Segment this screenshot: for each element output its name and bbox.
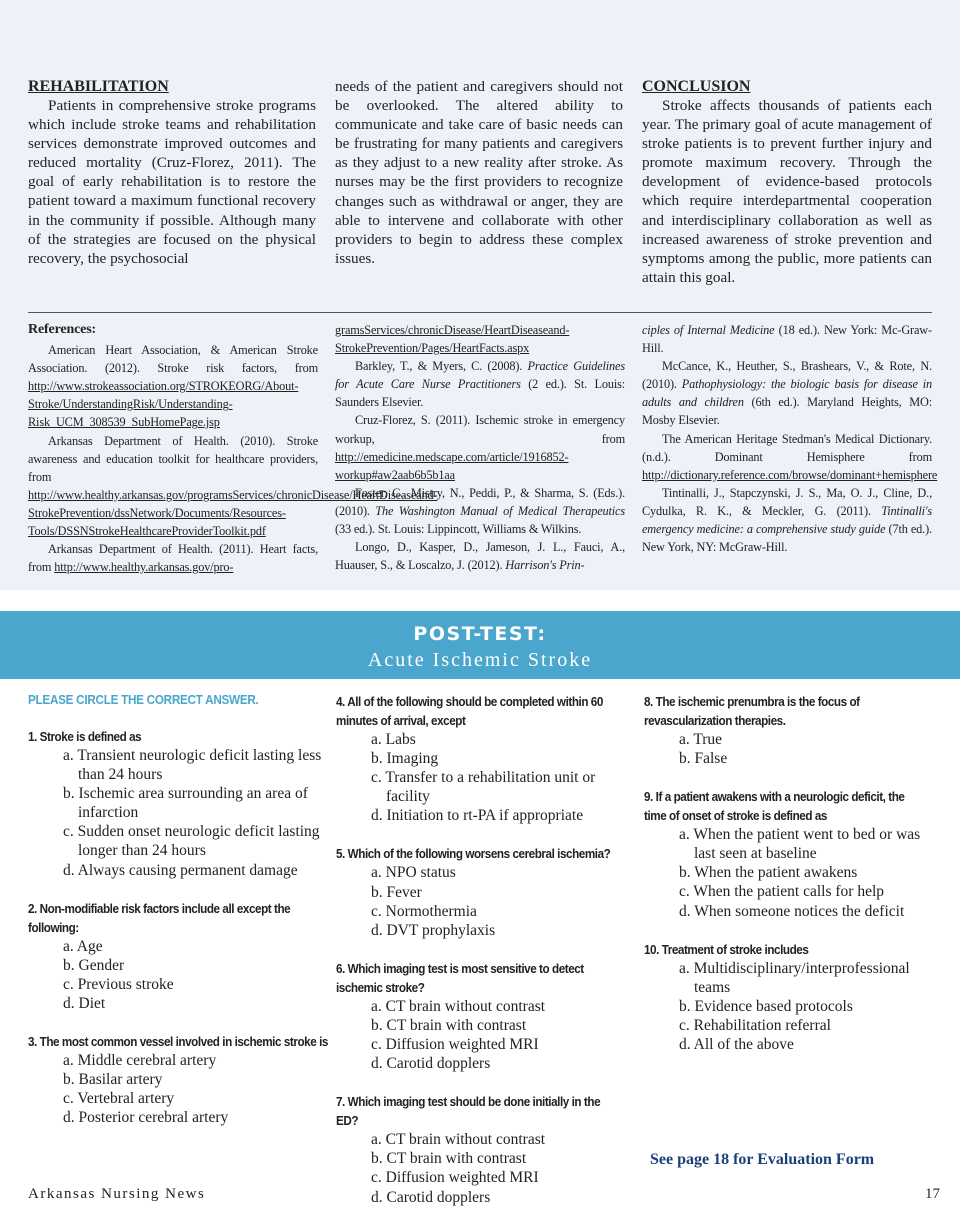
answer-option[interactable]: a. Middle cerebral artery xyxy=(63,1052,217,1070)
answer-option[interactable]: d. All of the above xyxy=(679,1036,794,1054)
answer-option[interactable]: c. Sudden onset neurologic deficit lasting longer than 24 hours xyxy=(63,823,320,860)
references-heading: References: xyxy=(28,322,97,337)
question-text: 8. The ischemic prenumbra is the focus of revascularization therapies. xyxy=(644,694,860,728)
answer-option[interactable]: b. Imaging xyxy=(371,750,439,768)
question-9 xyxy=(644,787,934,920)
answer-option[interactable]: b. Evidence based protocols xyxy=(679,997,853,1015)
answer-option[interactable]: a. Transient neurologic deficit lasting less than 24 hours xyxy=(63,747,322,784)
conclusion-heading: CONCLUSION xyxy=(642,78,751,95)
instruction: PLEASE CIRCLE THE CORRECT ANSWER. xyxy=(28,692,259,707)
question-text: 2. Non-modifiable risk factors include all except the following: xyxy=(28,900,291,935)
answer-option[interactable]: b. Basilar artery xyxy=(63,1071,163,1089)
reference-item xyxy=(335,321,625,357)
answer-option[interactable]: b. CT brain with contrast xyxy=(371,1016,527,1034)
page-number: 17 xyxy=(925,1186,940,1202)
reference-item: Arkansas Department of Health. (2011). Heart facts, from http://www.healthy.arkansas.gov/pro- xyxy=(28,542,318,575)
answer-option[interactable]: b. When the patient awakens xyxy=(679,864,858,882)
question-10 xyxy=(644,940,934,1054)
answer-option[interactable]: c. Transfer to a rehabilitation unit or facility xyxy=(371,769,596,806)
question-text: 1. Stroke is defined as xyxy=(28,729,142,744)
rehab-paragraph: Patients in comprehensive stroke programs which include stroke teams and rehabilitation services demonstrate improved outcomes and reduced mortality (Cruz-Florez, 2011). The goal of early rehabilitation is to restore the patient toward a maximum functional recovery in the community if possible. Although many of the strategies are focused on the physical recovery, the psychosocial xyxy=(28,97,316,267)
evaluation-form-note: See page 18 for Evaluation Form xyxy=(650,1151,875,1168)
answer-option[interactable]: c. Diffusion weighted MRI xyxy=(371,1036,539,1054)
answer-option[interactable]: a. CT brain without contrast xyxy=(371,1131,546,1149)
references-column-3 xyxy=(642,321,938,556)
reference-item: Longo, D., Kasper, D., Jameson, J. L., Fauci, A., Huauser, S., & Loscalzo, J. (2012). Harrison's Prin- xyxy=(335,540,625,573)
answer-option[interactable]: c. Vertebral artery xyxy=(63,1090,175,1108)
answer-option[interactable]: a. Labs xyxy=(371,731,416,748)
question-8 xyxy=(644,692,934,768)
answer-option[interactable]: a. CT brain without contrast xyxy=(371,997,546,1015)
question-3 xyxy=(28,1032,328,1127)
answer-option[interactable]: a. Age xyxy=(63,937,103,955)
reference-item: Foster, C., Mistry, N., Peddi, P., & Sharma, S. (Eds.). (2010). The Washington Manual of Medical Therapeutics (33 ed.). St. Louis: Lippincott, Williams & Wilkins. xyxy=(335,485,625,537)
answer-option[interactable]: d. Posterior cerebral artery xyxy=(63,1109,229,1127)
answer-option[interactable]: d. Carotid dopplers xyxy=(371,1188,491,1206)
question-text: 7. Which imaging test should be done initially in the ED? xyxy=(336,1094,601,1129)
reference-link[interactable]: http://www.healthy.arkansas.gov/programsServices/chronicDisease/HeartDiseaseand-StrokePrevention/dssNetwork/Documents/Resources-Tools/DSSNStrokeHealthcareProviderToolkit.pdf xyxy=(28,487,438,539)
posttest-banner xyxy=(0,611,960,679)
reference-item: Tintinalli, J., Stapczynski, J. S., Ma, O. J., Cline, D., Cydulka, R. K., & Meckler, G. (2011). Tintinalli's emergency medicine: a comprehensive study guide (7th ed.). New York, NY: McGraw-Hill. xyxy=(642,485,932,555)
answer-option[interactable]: c. Rehabilitation referral xyxy=(679,1016,831,1034)
question-1 xyxy=(28,727,328,880)
references-column-2 xyxy=(335,321,625,574)
answer-option[interactable]: a. Multidisciplinary/interprofessional teams xyxy=(679,959,910,996)
question-7 xyxy=(336,1092,626,1206)
answer-option[interactable]: d. When someone notices the deficit xyxy=(679,902,905,920)
reference-item: The American Heritage Stedman's Medical Dictionary. (n.d.). Dominant Hemisphere from http://dictionary.reference.com/browse/dominant+hemisphere xyxy=(642,431,938,482)
reference-link[interactable]: http://emedicine.medscape.com/article/1916852-workup#aw2aab6b5b1aa xyxy=(335,449,569,482)
answer-option[interactable]: b. Fever xyxy=(371,883,422,901)
question-text: 10. Treatment of stroke includes xyxy=(644,941,809,957)
question-text: 9. If a patient awakens with a neurologic deficit, the time of onset of stroke is defined as xyxy=(644,789,905,824)
conclusion-paragraph: Stroke affects thousands of patients each year. The primary goal of acute management of stroke patients is to prevent further injury and promote maximum recovery. Through the development of evidence-based protocols which require interdepartmental cooperation and interdisciplinary collaboration as well as increased awareness of stroke prevention and symptoms among the public, more patients can attain this goal. xyxy=(642,97,932,286)
answer-option[interactable]: d. Always causing permanent damage xyxy=(63,861,298,879)
reference-link[interactable]: http://www.healthy.arkansas.gov/pro- xyxy=(54,560,234,575)
answer-option[interactable]: b. CT brain with contrast xyxy=(371,1150,527,1168)
answer-option[interactable]: d. Initiation to rt-PA if appropriate xyxy=(371,807,584,825)
answer-option[interactable]: d. DVT prophylaxis xyxy=(371,921,496,939)
question-5 xyxy=(336,844,626,939)
reference-item: Arkansas Department of Health. (2010). Stroke awareness and education toolkit for healthcare providers, from http://www.healthy.arkansas.gov/programsServices/chronicDisease/HeartDiseaseand-StrokePrevention/dssNetwork/Documents/Resources-Tools/DSSNStrokeHealthcareProviderToolkit.pdf xyxy=(28,433,438,539)
reference-item: Barkley, T., & Myers, C. (2008). Practice Guidelines for Acute Care Nurse Practitioners (2 ed.). St. Louis: Saunders Elsevier. xyxy=(335,359,625,410)
reference-item: Cruz-Florez, S. (2011). Ischemic stroke in emergency workup, from http://emedicine.medscape.com/article/1916852-workup#aw2aab6b5b1aa xyxy=(335,413,625,482)
posttest-column-3 xyxy=(644,692,934,1073)
answer-option[interactable]: c. When the patient calls for help xyxy=(679,883,885,901)
answer-option[interactable]: c. Previous stroke xyxy=(63,975,174,993)
posttest-subtitle: Acute Ischemic Stroke xyxy=(367,649,593,671)
question-text: 6. Which imaging test is most sensitive to detect ischemic stroke? xyxy=(336,960,584,995)
rehab-paragraph-continued: needs of the patient and caregivers should not be overlooked. The altered ability to communicate and take care of basic needs can be frustrating for many patients and caregivers as they adjust to a new reality after stroke. As nurses may be the first providers to recognize changes such as withdrawal or anger, they are able to intervene and collaborate with other providers to begin to address these complex issues. xyxy=(335,78,623,267)
rehab-heading: REHABILITATION xyxy=(28,78,169,95)
references-column-1 xyxy=(28,321,438,576)
reference-item: McCance, K., Heuther, S., Brashears, V., & Rote, N. (2010). Pathophysiology: the biologic basis for disease in adults and children (6th ed.). Maryland Heights, MO: Mosby Elsevier. xyxy=(642,359,932,428)
question-2 xyxy=(28,899,328,1013)
answer-option[interactable]: b. Ischemic area surrounding an area of infarction xyxy=(63,785,308,822)
answer-option[interactable]: d. Diet xyxy=(63,994,106,1012)
posttest-column-2 xyxy=(336,692,626,1226)
answer-option[interactable]: d. Carotid dopplers xyxy=(371,1055,491,1073)
question-4 xyxy=(336,692,626,825)
conclusion-column xyxy=(642,77,932,287)
answer-option[interactable]: c. Diffusion weighted MRI xyxy=(371,1169,539,1187)
publication-name: Arkansas Nursing News xyxy=(28,1186,206,1202)
question-text: 3. The most common vessel involved in ischemic stroke is xyxy=(28,1034,328,1050)
answer-option[interactable]: a. When the patient went to bed or was last seen at baseline xyxy=(679,826,921,863)
answer-option[interactable]: a. NPO status xyxy=(371,864,456,882)
rehab-column-1 xyxy=(28,77,316,268)
answer-option[interactable]: a. True xyxy=(679,731,723,748)
reference-item: ciples of Internal Medicine (18 ed.). New York: Mc-Graw-Hill. xyxy=(642,323,932,356)
posttest-title: POST-TEST: xyxy=(413,623,547,645)
question-6 xyxy=(336,959,626,1073)
rehab-column-2 xyxy=(335,77,623,268)
reference-link[interactable]: http://www.strokeassociation.org/STROKEORG/About-Stroke/UnderstandingRisk/Understanding-Risk_UCM_308539_SubHomePage.jsp xyxy=(28,379,299,430)
section-divider xyxy=(28,312,932,313)
reference-item: American Heart Association, & American Stroke Association. (2012). Stroke risk factors, from http://www.strokeassociation.org/STROKEORG/About-Stroke/UnderstandingRisk/Understanding-Risk_UCM_308539_SubHomePage.jsp xyxy=(28,343,318,430)
posttest-column-1 xyxy=(28,692,328,1146)
question-text: 5. Which of the following worsens cerebral ischemia? xyxy=(336,846,611,862)
question-text: 4. All of the following should be completed within 60 minutes of arrival, except xyxy=(336,694,603,728)
answer-option[interactable]: b. False xyxy=(679,750,728,768)
reference-link[interactable]: http://dictionary.reference.com/browse/dominant+hemisphere xyxy=(642,467,938,482)
answer-option[interactable]: c. Normothermia xyxy=(371,902,477,920)
answer-option[interactable]: b. Gender xyxy=(63,956,125,974)
reference-link[interactable]: gramsServices/chronicDisease/HeartDiseaseand-StrokePrevention/Pages/HeartFacts.aspx xyxy=(335,323,570,356)
